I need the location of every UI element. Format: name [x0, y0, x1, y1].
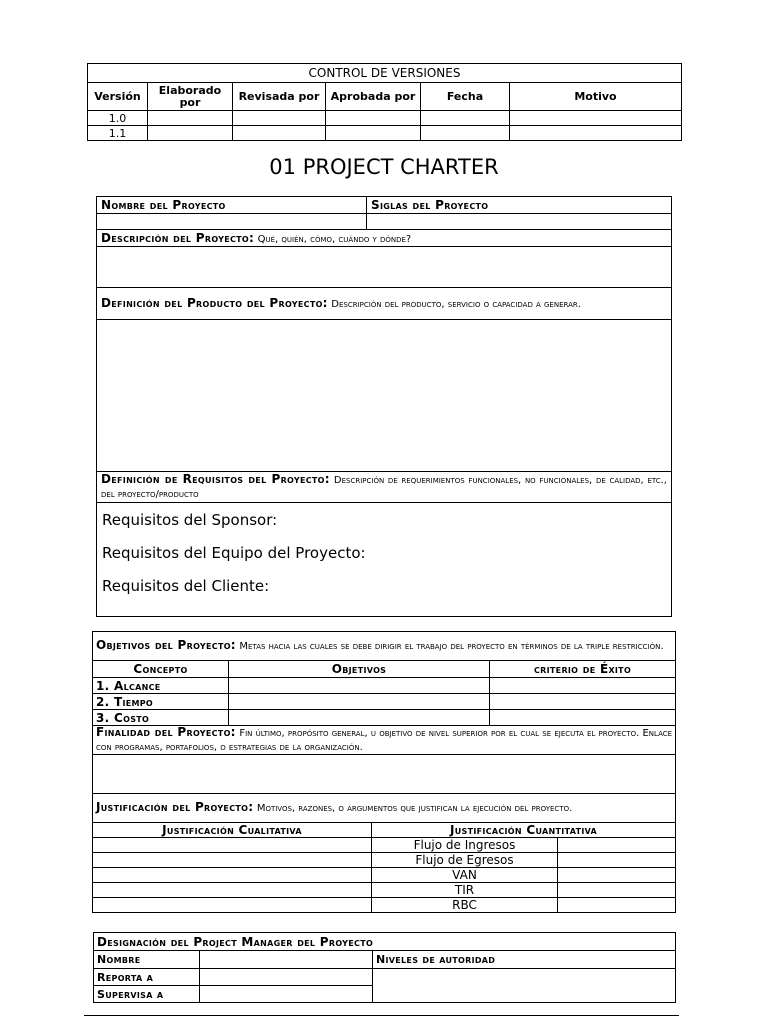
objectives-header: [93, 632, 676, 661]
requirements-header: [97, 472, 672, 503]
product-definition-hint: Descripción del producto, servicio o capacidad a generar.: [331, 298, 581, 310]
tir-field[interactable]: [558, 883, 676, 898]
sponsor-requirements-label: Requisitos del Sponsor:: [102, 511, 278, 529]
description-label: Descripción del Proyecto:: [101, 231, 255, 245]
description-header: [97, 230, 672, 247]
van-label: VAN: [372, 868, 558, 883]
cost-criteria-field[interactable]: [490, 710, 676, 726]
qualitative-field[interactable]: [93, 868, 372, 883]
success-criteria-header: criterio de Éxito: [490, 661, 676, 678]
date-cell[interactable]: [421, 111, 510, 126]
header-date: Fecha: [421, 83, 510, 111]
quantitative-justification-header: Justificación Cuantitativa: [372, 823, 676, 838]
authority-levels-label: Niveles de autoridad: [373, 951, 676, 969]
time-objective-field[interactable]: [229, 694, 490, 710]
scope-objective-field[interactable]: [229, 678, 490, 694]
description-hint: Qué, quién, cómo, cuándo y dónde?: [257, 234, 412, 245]
tir-label: TIR: [372, 883, 558, 898]
rbc-field[interactable]: [558, 898, 676, 913]
project-acronym-label: Siglas del Proyecto: [367, 197, 672, 214]
table-row: [93, 853, 676, 868]
objectives-hint: Metas hacia las cuales se debe dirigir el trabajo del proyecto en términos de la triple restricción.: [239, 641, 664, 652]
project-name-field[interactable]: [97, 214, 367, 230]
time-criteria-field[interactable]: [490, 694, 676, 710]
team-requirements-label: Requisitos del Equipo del Proyecto:: [102, 544, 366, 562]
rbc-label: RBC: [372, 898, 558, 913]
reports-to-field[interactable]: [200, 969, 373, 986]
qualitative-field[interactable]: [93, 898, 372, 913]
approved-by-cell[interactable]: [326, 126, 421, 141]
objectives-table: [92, 631, 676, 913]
justification-label: Justificación del Proyecto:: [96, 800, 254, 814]
header-approved-by: Aprobada por: [326, 83, 421, 111]
header-made-by: Elaborado por: [148, 83, 233, 111]
qualitative-field[interactable]: [93, 838, 372, 853]
header-version: Versión: [88, 83, 148, 111]
income-flow-field[interactable]: [558, 838, 676, 853]
header-reason: Motivo: [510, 83, 682, 111]
purpose-label: Finalidad del Proyecto:: [96, 725, 236, 739]
client-requirements-label: Requisitos del Cliente:: [102, 577, 270, 595]
table-row: [88, 126, 682, 141]
requirements-label: Definición de Requisitos del Proyecto:: [101, 472, 330, 486]
pm-name-label: Nombre: [94, 951, 200, 969]
objectives-col-header: Objetivos: [229, 661, 490, 678]
authority-levels-field[interactable]: [373, 969, 676, 1003]
table-row: [93, 710, 676, 726]
table-row: [93, 868, 676, 883]
date-cell[interactable]: [421, 126, 510, 141]
qualitative-justification-header: Justificación Cualitativa: [93, 823, 372, 838]
description-field[interactable]: [97, 247, 672, 288]
expense-flow-field[interactable]: [558, 853, 676, 868]
objectives-label: Objetivos del Proyecto:: [96, 638, 236, 652]
reason-cell[interactable]: [510, 126, 682, 141]
van-field[interactable]: [558, 868, 676, 883]
requirements-field[interactable]: [97, 503, 672, 617]
reports-to-label: Reporta a: [94, 969, 200, 986]
product-definition-label: Definición del Producto del Proyecto:: [101, 295, 328, 310]
table-row: [93, 838, 676, 853]
table-row: [88, 111, 682, 126]
purpose-header: [93, 726, 676, 755]
version-cell[interactable]: 1.0: [88, 111, 148, 126]
purpose-field[interactable]: [93, 755, 676, 794]
project-manager-table: [93, 932, 676, 1003]
product-definition-field[interactable]: [97, 320, 672, 472]
page-title: 01 PROJECT CHARTER: [269, 155, 499, 179]
scope-label: 1. Alcance: [93, 678, 229, 694]
table-row: [93, 898, 676, 913]
product-definition-header: [97, 288, 672, 320]
project-name-label: Nombre del Proyecto: [97, 197, 367, 214]
requirements-hint: Descripción de requerimientos funcionales, no funcionales, de calidad, etc., del proyecto/producto: [101, 475, 667, 500]
time-label: 2. Tiempo: [93, 694, 229, 710]
purpose-hint: Fin último, propósito general, u objetivo de nivel superior por el cual se ejecuta el proyecto. Enlace con programas, portafolios, o estrategias de la organización.: [96, 728, 673, 753]
income-flow-label: Flujo de Ingresos: [372, 838, 558, 853]
reviewed-by-cell[interactable]: [233, 126, 326, 141]
made-by-cell[interactable]: [148, 111, 233, 126]
table-row: [93, 883, 676, 898]
qualitative-field[interactable]: [93, 853, 372, 868]
project-acronym-field[interactable]: [367, 214, 672, 230]
justification-hint: Motivos, razones, o argumentos que justifican la ejecución del proyecto.: [256, 803, 573, 814]
supervises-field[interactable]: [200, 986, 373, 1003]
table-row: [93, 678, 676, 694]
table-row: [93, 694, 676, 710]
pm-designation-title: Designación del Project Manager del Proyecto: [94, 933, 676, 951]
reviewed-by-cell[interactable]: [233, 111, 326, 126]
cost-objective-field[interactable]: [229, 710, 490, 726]
qualitative-field[interactable]: [93, 883, 372, 898]
approved-by-cell[interactable]: [326, 111, 421, 126]
made-by-cell[interactable]: [148, 126, 233, 141]
cost-label: 3. Costo: [93, 710, 229, 726]
justification-header: [93, 794, 676, 823]
expense-flow-label: Flujo de Egresos: [372, 853, 558, 868]
reason-cell[interactable]: [510, 111, 682, 126]
scope-criteria-field[interactable]: [490, 678, 676, 694]
version-control-title: CONTROL DE VERSIONES: [88, 64, 682, 83]
supervises-label: Supervisa a: [94, 986, 200, 1003]
version-control-table: [87, 63, 682, 141]
pm-name-field[interactable]: [200, 951, 373, 969]
project-charter-table: [96, 196, 672, 617]
concept-header: Concepto: [93, 661, 229, 678]
header-reviewed-by: Revisada por: [233, 83, 326, 111]
footer-divider: [84, 1015, 679, 1016]
version-cell[interactable]: 1.1: [88, 126, 148, 141]
